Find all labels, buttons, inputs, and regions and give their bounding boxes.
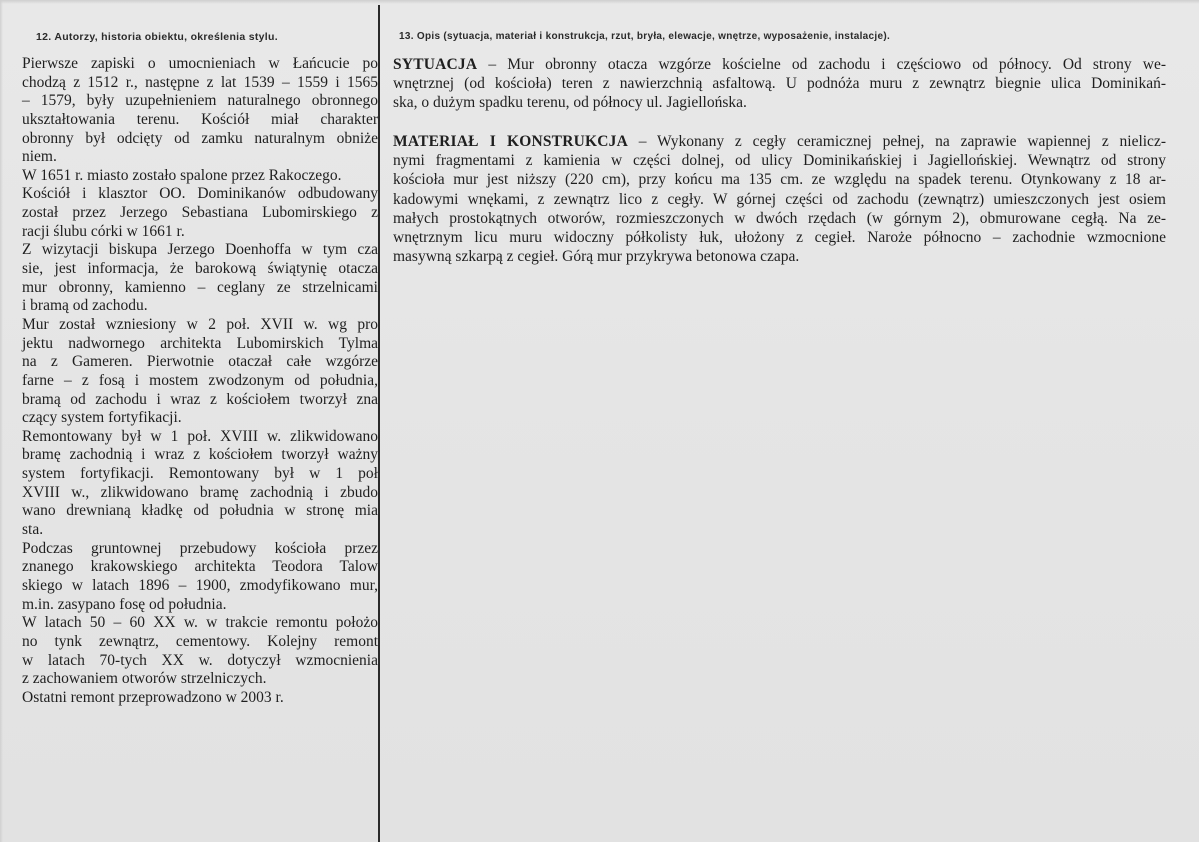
history-line: Kościół i klasztor OO. Dominikanów odbudowany xyxy=(22,185,378,203)
sytuacja-line-1-text: – Mur obronny otacza wzgórze kościelne od zachodu i częściowo od północy. Od strony we- xyxy=(477,56,1166,73)
history-line: bramę zachodnią i wraz z kościołem tworzył ważny xyxy=(22,446,378,464)
scan-edge-top xyxy=(0,0,1199,4)
history-line: niem. xyxy=(22,148,57,166)
history-line: sta. xyxy=(22,521,44,539)
sytuacja-paragraph xyxy=(393,55,1166,112)
material-line: masywną szkarpą z cegieł. Górą mur przykrywa betonowa czapa. xyxy=(393,247,800,265)
material-paragraph xyxy=(393,132,1166,266)
history-line: – 1579, były uzupełnieniem naturalnego obronnego xyxy=(22,92,378,110)
material-heading: MATERIAŁ I KONSTRUKCJA xyxy=(393,133,628,151)
scan-edge-left xyxy=(0,0,3,842)
description-text-column xyxy=(393,55,1166,286)
material-line-1 xyxy=(393,132,1166,151)
history-line: system fortyfikacji. Remontowany był w 1 poł xyxy=(22,465,378,483)
material-line: nymi fragmentami z kamienia w części dolnej, od ulicy Dominikańskiej i Jagiellońskiej. Wewnątrz od strony xyxy=(393,152,1166,170)
history-line: bramą od zachodu i wraz z kościołem tworzył zna xyxy=(22,390,378,408)
history-line: sie, jest informacja, że barokową świątynię otacza xyxy=(22,260,378,278)
history-line: no tynk zewnątrz, cementowy. Kolejny remont xyxy=(22,632,378,650)
history-line: mur obronny, kamienno – ceglany ze strzelnicami xyxy=(22,278,378,296)
history-line: W latach 50 – 60 XX w. w trakcie remontu położo xyxy=(22,614,378,632)
material-line: kościoła mur jest niższy (220 cm), przy końcu ma 135 cm. ze względu na spadek terenu. Otynkowany z 18 ar- xyxy=(393,171,1166,189)
history-line: jektu nadwornego architekta Lubomirskich Tylma xyxy=(22,334,378,352)
column-divider xyxy=(378,5,380,842)
history-line: farne – z fosą i mostem zwodzonym od południa, xyxy=(22,371,378,389)
history-text-column xyxy=(22,55,378,707)
history-line: ukształtowania terenu. Kościół miał charakter xyxy=(22,110,378,128)
history-line: w latach 70-tych XX w. dotyczył wzmocnienia xyxy=(22,651,378,669)
history-line: Remontowany był w 1 poł. XVIII w. zlikwidowano xyxy=(22,427,378,445)
history-line: i bramą od zachodu. xyxy=(22,297,148,315)
history-line: Mur został wzniesiony w 2 poł. XVII w. wg pro xyxy=(22,315,378,333)
section-13-header: 13. Opis (sytuacja, materiał i konstrukcja, rzut, bryła, elewacje, wnętrze, wyposażenie, instalacje). xyxy=(399,31,891,42)
sytuacja-line: wnętrznej (od kościoła) teren z nawierzchnią asfaltową. U podnóża muru z zewnątrz biegnie ulica Dominikań- xyxy=(393,75,1166,93)
history-line: Ostatni remont przeprowadzono w 2003 r. xyxy=(22,688,284,706)
history-line: obronny był odcięty od zamku naturalnym obniże xyxy=(22,129,378,147)
history-line: XVIII w., zlikwidowano bramę zachodnią i zbudo xyxy=(22,483,378,501)
history-line: Pierwsze zapiski o umocnieniach w Łańcucie po xyxy=(22,55,378,72)
material-line-1-text: – Wykonany z cegły ceramicznej pełnej, na zaprawie wapiennej z nielicz- xyxy=(627,133,1166,151)
history-line: na z Gameren. Pierwotnie otaczał całe wzgórze xyxy=(22,353,378,371)
section-12-header: 12. Autorzy, historia obiektu, określenia stylu. xyxy=(36,31,278,43)
material-line: małych prostokątnych otworów, rozmieszczonych w dwóch rzędach (w górnym 2), obmurowane cegłą. Na ze- xyxy=(393,209,1166,227)
history-line: został przez Jerzego Sebastiana Lubomirskiego z xyxy=(22,204,378,222)
sytuacja-line: ska, o dużym spadku terenu, od północy ul. Jagiellońska. xyxy=(393,94,747,112)
history-line: chodzą z 1512 r., następne z lat 1539 – 1559 i 1565 xyxy=(22,73,378,91)
sytuacja-line-1 xyxy=(393,55,1166,74)
history-line: z zachowaniem otworów strzelniczych. xyxy=(22,670,267,688)
history-line: m.in. zasypano fosę od południa. xyxy=(22,595,227,613)
history-line: Z wizytacji biskupa Jerzego Doenhoffa w tym cza xyxy=(22,241,378,259)
history-line: W 1651 r. miasto zostało spalone przez Rakoczego. xyxy=(22,166,342,184)
history-line: skiego w latach 1896 – 1900, zmodyfikowano mur, xyxy=(22,576,378,594)
sytuacja-heading: SYTUACJA xyxy=(393,56,478,73)
material-line: wnętrznym licu muru widoczny półkolisty łuk, ułożony z cegieł. Naroże północno – zachodnie wzmocnione xyxy=(393,228,1166,246)
material-line: kadowymi wnękami, z zewnątrz lico z cegły. W górnej części od zachodu (zewnątrz) umieszczonych jest osiem xyxy=(393,190,1166,208)
history-line: znanego krakowskiego architekta Teodora Talow xyxy=(22,558,378,576)
history-line: racji ślubu córki w 1661 r. xyxy=(22,222,185,240)
history-line: czący system fortyfikacji. xyxy=(22,409,182,427)
history-line: wano drewnianą kładkę od południa w stronę mia xyxy=(22,502,378,520)
history-line: Podczas gruntownej przebudowy kościoła przez xyxy=(22,539,378,557)
